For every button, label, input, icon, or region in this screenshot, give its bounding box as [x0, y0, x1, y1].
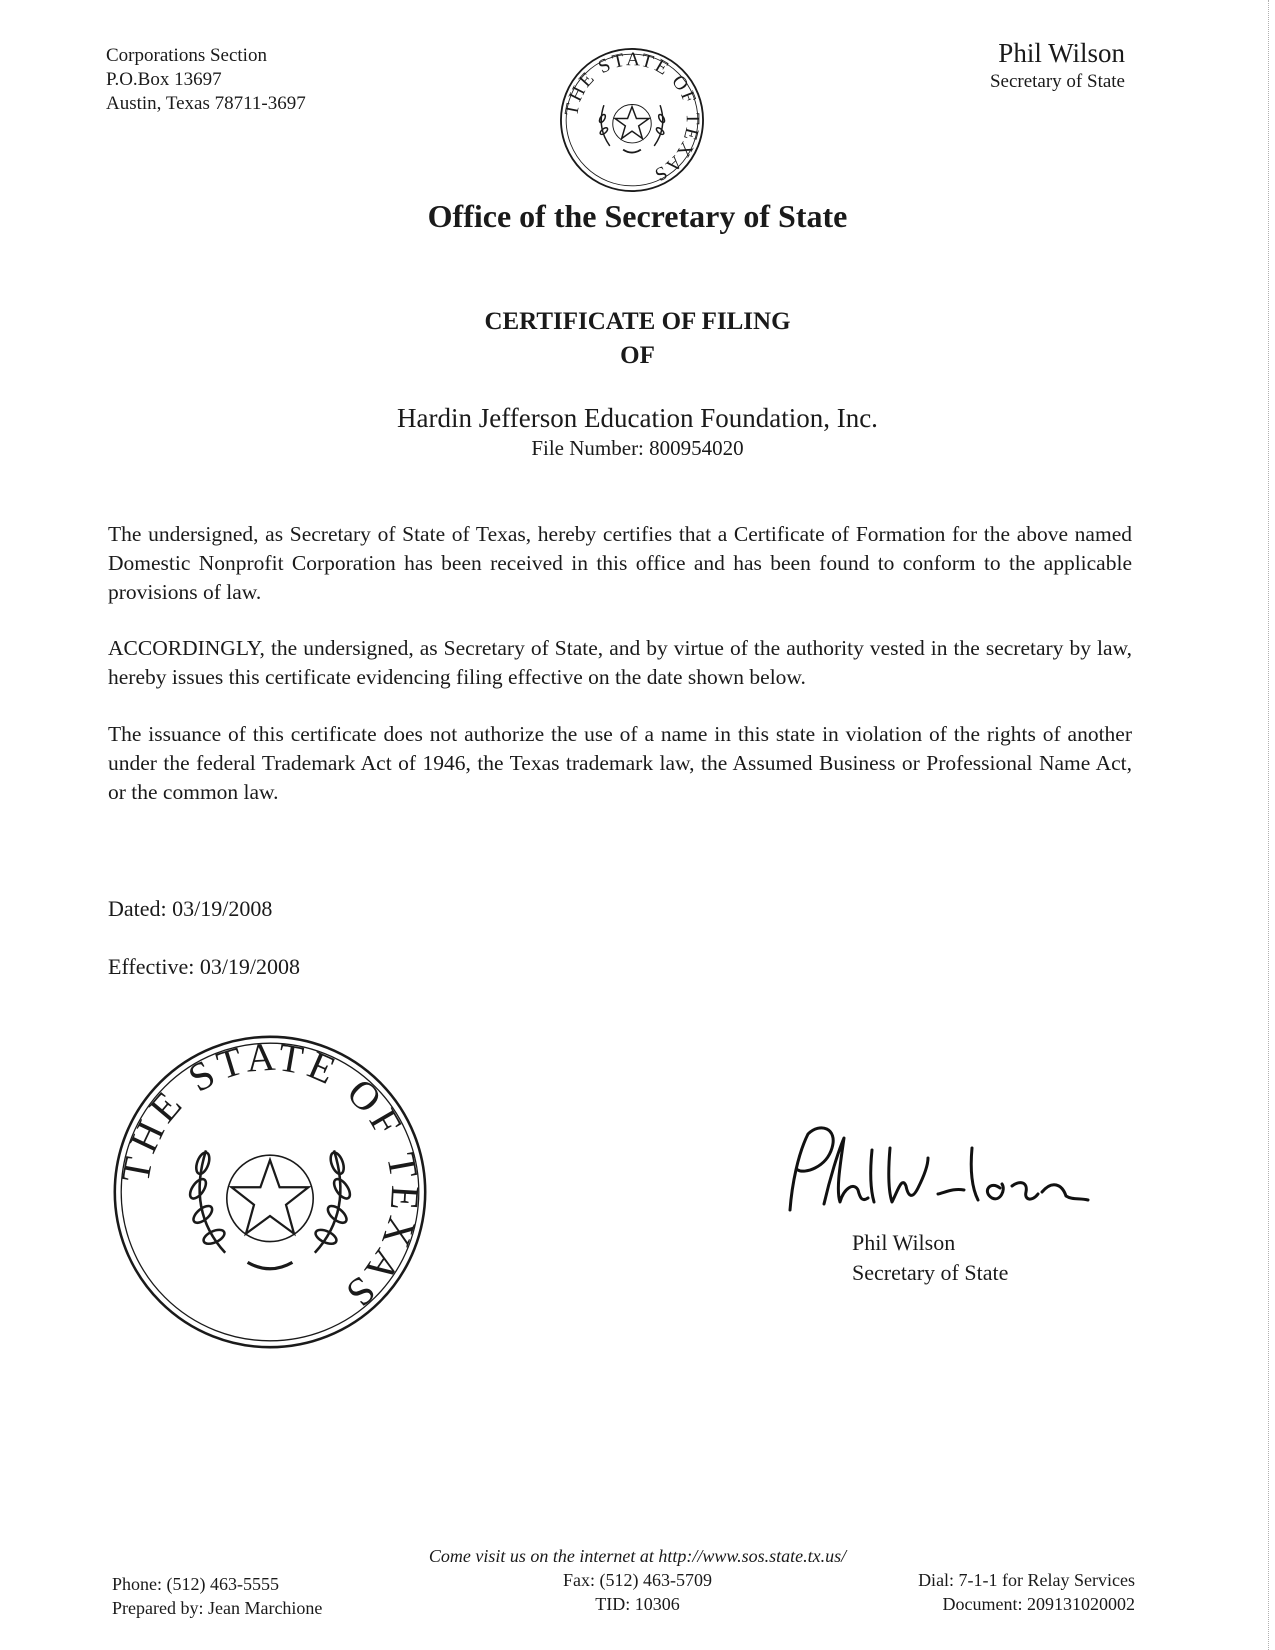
address-line-1: Corporations Section: [106, 45, 267, 66]
office-address: [106, 44, 306, 116]
handwritten-signature-icon: [768, 1118, 1098, 1228]
entity-name: Hardin Jefferson Education Foundation, Inc.: [397, 403, 878, 433]
texas-state-seal-large-icon: [110, 1032, 430, 1352]
phone-number: Phone: (512) 463-5555: [112, 1574, 279, 1594]
office-title: Office of the Secretary of State: [427, 198, 848, 234]
effective-value: Effective: 03/19/2008: [108, 954, 301, 979]
file-number: File Number: 800954020: [531, 436, 744, 460]
fax-number: Fax: (512) 463-5709: [563, 1570, 712, 1590]
tid-number: TID: 10306: [595, 1594, 680, 1614]
seal-text-small: THE STATE OF TEXAS: [561, 49, 703, 186]
signer-name: Phil Wilson: [852, 1230, 956, 1255]
prepared-by: Prepared by: Jean Marchione: [112, 1598, 323, 1618]
seal-text-large: THE STATE OF TEXAS: [112, 1033, 429, 1320]
certificate-title-line-2: OF: [620, 342, 655, 369]
dated-value: Dated: 03/19/2008: [108, 896, 273, 921]
texas-state-seal-icon: [558, 46, 706, 194]
certificate-title-line-1: CERTIFICATE OF FILING: [484, 308, 791, 335]
relay-services: Dial: 7-1-1 for Relay Services: [918, 1570, 1135, 1590]
certification-paragraph: The undersigned, as Secretary of State of Texas, hereby certifies that a Certificate of Formation for the above named Domestic Nonprofit Corporation has been received in this office and has been found to conform to the applicable provisions of law.: [108, 522, 1132, 604]
disclaimer-paragraph: The issuance of this certificate does not authorize the use of a name in this state in violation of the rights of another under the federal Trademark Act of 1946, the Texas trademark law, the Assumed Business or Professional Name Act, or the common law.: [108, 722, 1132, 804]
scan-edge-divider: [1266, 0, 1269, 1650]
official-name: Phil Wilson: [998, 38, 1125, 68]
official-header: [990, 36, 1125, 94]
address-line-3: Austin, Texas 78711-3697: [106, 93, 306, 114]
address-line-2: P.O.Box 13697: [106, 69, 222, 90]
svg-text:THE STATE OF TEXAS: [112, 1034, 428, 1319]
footer-right: [918, 1568, 1135, 1616]
certificate-title: [0, 305, 1275, 373]
document-number: Document: 209131020002: [942, 1594, 1135, 1614]
website-notice: Come visit us on the internet at http://www.sos.state.tx.us/: [428, 1546, 847, 1566]
signer-block: [852, 1228, 1008, 1288]
official-title: Secretary of State: [989, 71, 1125, 92]
accordingly-paragraph: ACCORDINGLY, the undersigned, as Secretary of State, and by virtue of the authority vested in the secretary by law, hereby issues this certificate evidencing filing effective on the date shown below.: [108, 636, 1132, 689]
signer-title: Secretary of State: [852, 1260, 1009, 1285]
